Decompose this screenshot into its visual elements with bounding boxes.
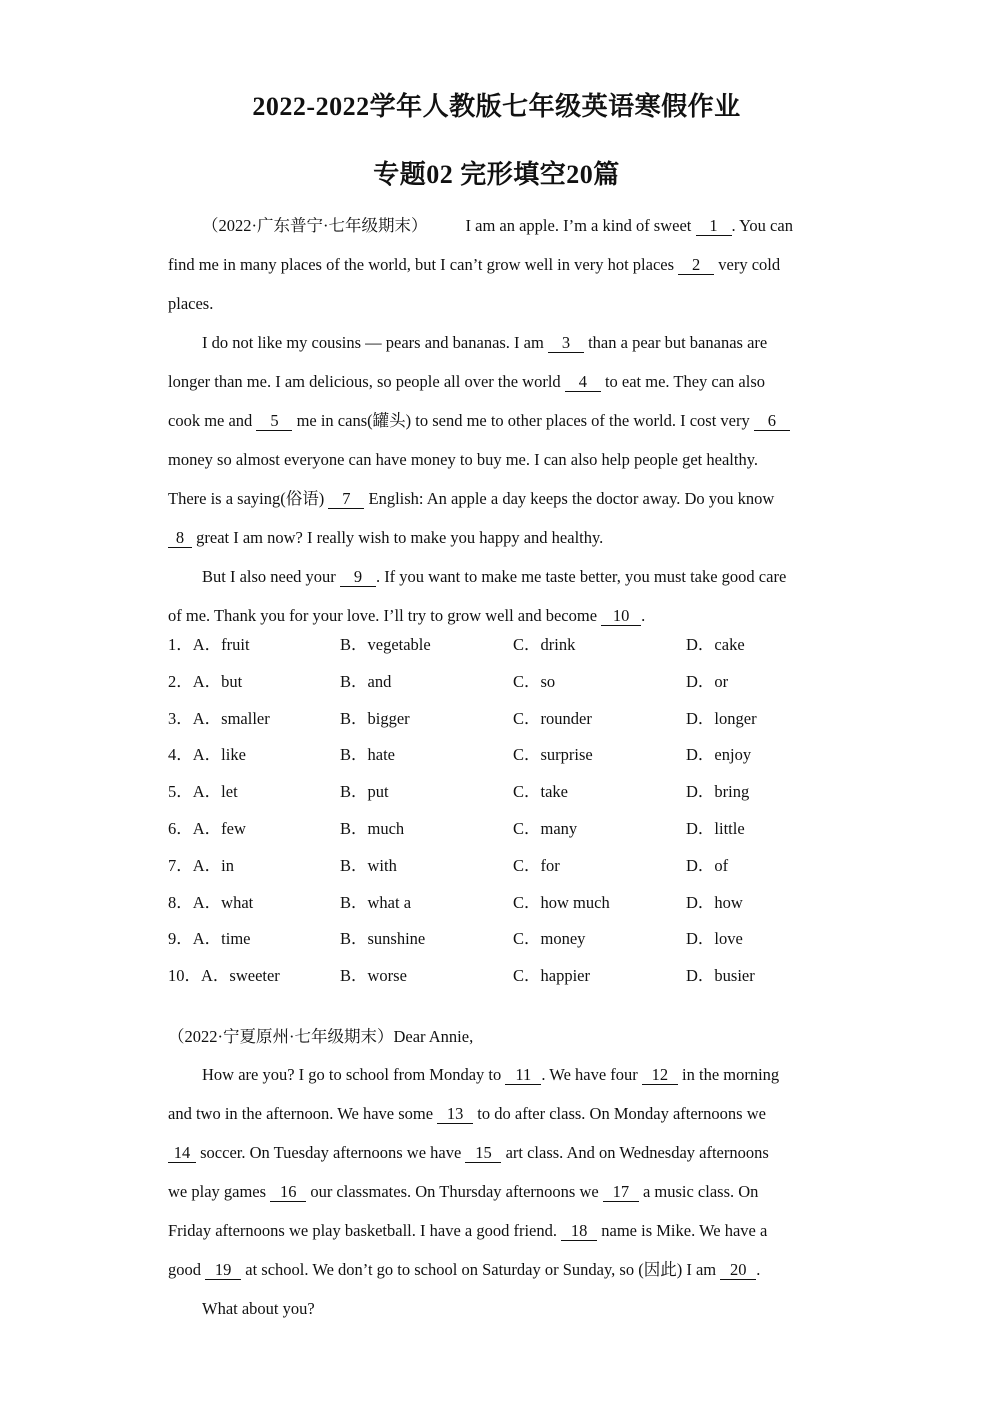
option-row bbox=[168, 701, 848, 738]
passage-1 bbox=[168, 206, 828, 635]
option: 10．A．sweeter bbox=[168, 966, 280, 986]
source-label: （2022·广东普宁·七年级期末） bbox=[202, 216, 428, 235]
option-row bbox=[168, 737, 848, 774]
option: 9．A．time bbox=[168, 929, 251, 949]
option-row bbox=[168, 664, 848, 701]
document-subtitle: 专题02 完形填空20篇 bbox=[373, 160, 620, 189]
option: 8．A．what bbox=[168, 892, 254, 912]
option-row bbox=[168, 921, 848, 958]
option: 1．A．fruit bbox=[168, 635, 250, 654]
passage-line: 14 soccer. On Tuesday afternoons we have 15 art class. And on Wednesday afternoons bbox=[168, 1133, 828, 1172]
option-row bbox=[168, 885, 848, 922]
option: D．or bbox=[686, 671, 729, 691]
option: D．of bbox=[686, 855, 729, 875]
blank-10: 10 bbox=[601, 607, 641, 626]
option: C．happier bbox=[513, 966, 590, 986]
blank-17: 17 bbox=[603, 1183, 639, 1202]
blank-12: 12 bbox=[642, 1066, 678, 1085]
option: 2．A．but bbox=[168, 671, 243, 691]
blank-11: 11 bbox=[505, 1066, 541, 1085]
blank-7: 7 bbox=[328, 490, 364, 509]
option-row bbox=[168, 627, 848, 664]
option: D．little bbox=[686, 818, 745, 838]
blank-18: 18 bbox=[561, 1222, 597, 1241]
blank-6: 6 bbox=[754, 412, 790, 431]
option: D．busier bbox=[686, 966, 755, 986]
blank-13: 13 bbox=[437, 1105, 473, 1124]
passage-line: find me in many places of the world, but I can’t grow well in very hot places 2 very cold bbox=[168, 255, 781, 274]
option: C．drink bbox=[513, 635, 576, 654]
option: C．rounder bbox=[513, 708, 592, 728]
option-row bbox=[168, 811, 848, 848]
blank-3: 3 bbox=[548, 334, 584, 353]
option: B．hate bbox=[340, 745, 395, 765]
blank-8: 8 bbox=[168, 529, 192, 548]
option-row bbox=[168, 774, 848, 811]
option: B．put bbox=[340, 782, 389, 802]
passage-line: longer than me. I am delicious, so people all over the world 4 to eat me. They can also bbox=[168, 372, 765, 391]
option: B．sunshine bbox=[340, 929, 426, 949]
passage-line: Friday afternoons we play basketball. I have a good friend. 18 name is Mike. We have a bbox=[168, 1221, 768, 1240]
passage-line: and two in the afternoon. We have some 13 to do after class. On Monday afternoons we bbox=[168, 1104, 766, 1123]
option: 4．A．like bbox=[168, 745, 246, 765]
option: 3．A．smaller bbox=[168, 708, 270, 728]
option: B．and bbox=[340, 671, 392, 691]
blank-1: 1 bbox=[696, 217, 732, 236]
blank-2: 2 bbox=[678, 256, 714, 275]
option-row bbox=[168, 958, 848, 995]
passage-line: 8 great I am now? I really wish to make you happy and healthy. bbox=[168, 518, 828, 557]
option: D．longer bbox=[686, 708, 757, 728]
passage-line: But I also need your 9 . If you want to make me taste better, you must take good care bbox=[202, 567, 787, 586]
option: C．for bbox=[513, 855, 560, 875]
option: B．bigger bbox=[340, 708, 410, 728]
option: C．surprise bbox=[513, 745, 593, 765]
option: D．enjoy bbox=[686, 745, 752, 765]
option: C．how much bbox=[513, 892, 610, 912]
source-label: （2022·宁夏原州·七年级期末）Dear Annie, bbox=[168, 1027, 474, 1046]
passage-line: There is a saying(俗语) 7 English: An apple a day keeps the doctor away. Do you know bbox=[168, 489, 775, 508]
passage-line: I do not like my cousins — pears and bananas. I am 3 than a pear but bananas are bbox=[202, 333, 768, 352]
blank-15: 15 bbox=[465, 1144, 501, 1163]
passage-2 bbox=[168, 1018, 828, 1328]
option: D．bring bbox=[686, 782, 750, 802]
option: B．with bbox=[340, 855, 397, 875]
passage-line: cook me and 5 me in cans(罐头) to send me to other places of the world. I cost very 6 bbox=[168, 401, 828, 440]
document-title: 2022-2022学年人教版七年级英语寒假作业 bbox=[252, 92, 741, 121]
option: B．what a bbox=[340, 892, 412, 912]
option: C．so bbox=[513, 671, 556, 691]
option: B．vegetable bbox=[340, 635, 431, 654]
passage-line: What about you? bbox=[202, 1299, 315, 1318]
passage-line: of me. Thank you for your love. I’ll try to grow well and become 10 . bbox=[168, 606, 646, 625]
option: C．many bbox=[513, 818, 578, 838]
blank-16: 16 bbox=[270, 1183, 306, 1202]
passage-line: good 19 at school. We don’t go to school on Saturday or Sunday, so (因此) I am 20 . bbox=[168, 1260, 761, 1279]
options-list bbox=[168, 627, 848, 995]
blank-4: 4 bbox=[565, 373, 601, 392]
option: C．take bbox=[513, 782, 568, 802]
option: B．much bbox=[340, 818, 405, 838]
passage-line: money so almost everyone can have money to buy me. I can also help people get healthy. bbox=[168, 450, 758, 469]
blank-19: 19 bbox=[205, 1261, 241, 1280]
blank-5: 5 bbox=[256, 412, 292, 431]
option: D．cake bbox=[686, 635, 745, 654]
option: 5．A．let bbox=[168, 782, 238, 802]
option: 7．A．in bbox=[168, 855, 234, 875]
blank-20: 20 bbox=[720, 1261, 756, 1280]
option: B．worse bbox=[340, 966, 407, 986]
blank-14: 14 bbox=[168, 1144, 196, 1163]
option: D．love bbox=[686, 929, 743, 949]
blank-9: 9 bbox=[340, 568, 376, 587]
passage-line: How are you? I go to school from Monday to 11 . We have four 12 in the morning bbox=[202, 1065, 780, 1084]
option: 6．A．few bbox=[168, 818, 246, 838]
option: D．how bbox=[686, 892, 743, 912]
passage-line: （2022·广东普宁·七年级期末） I am an apple. I’m a kind of sweet 1 . You can bbox=[202, 216, 793, 235]
passage-line: places. bbox=[168, 294, 214, 313]
option-row bbox=[168, 848, 848, 885]
passage-line: we play games 16 our classmates. On Thursday afternoons we 17 a music class. On bbox=[168, 1182, 759, 1201]
option: C．money bbox=[513, 929, 586, 949]
